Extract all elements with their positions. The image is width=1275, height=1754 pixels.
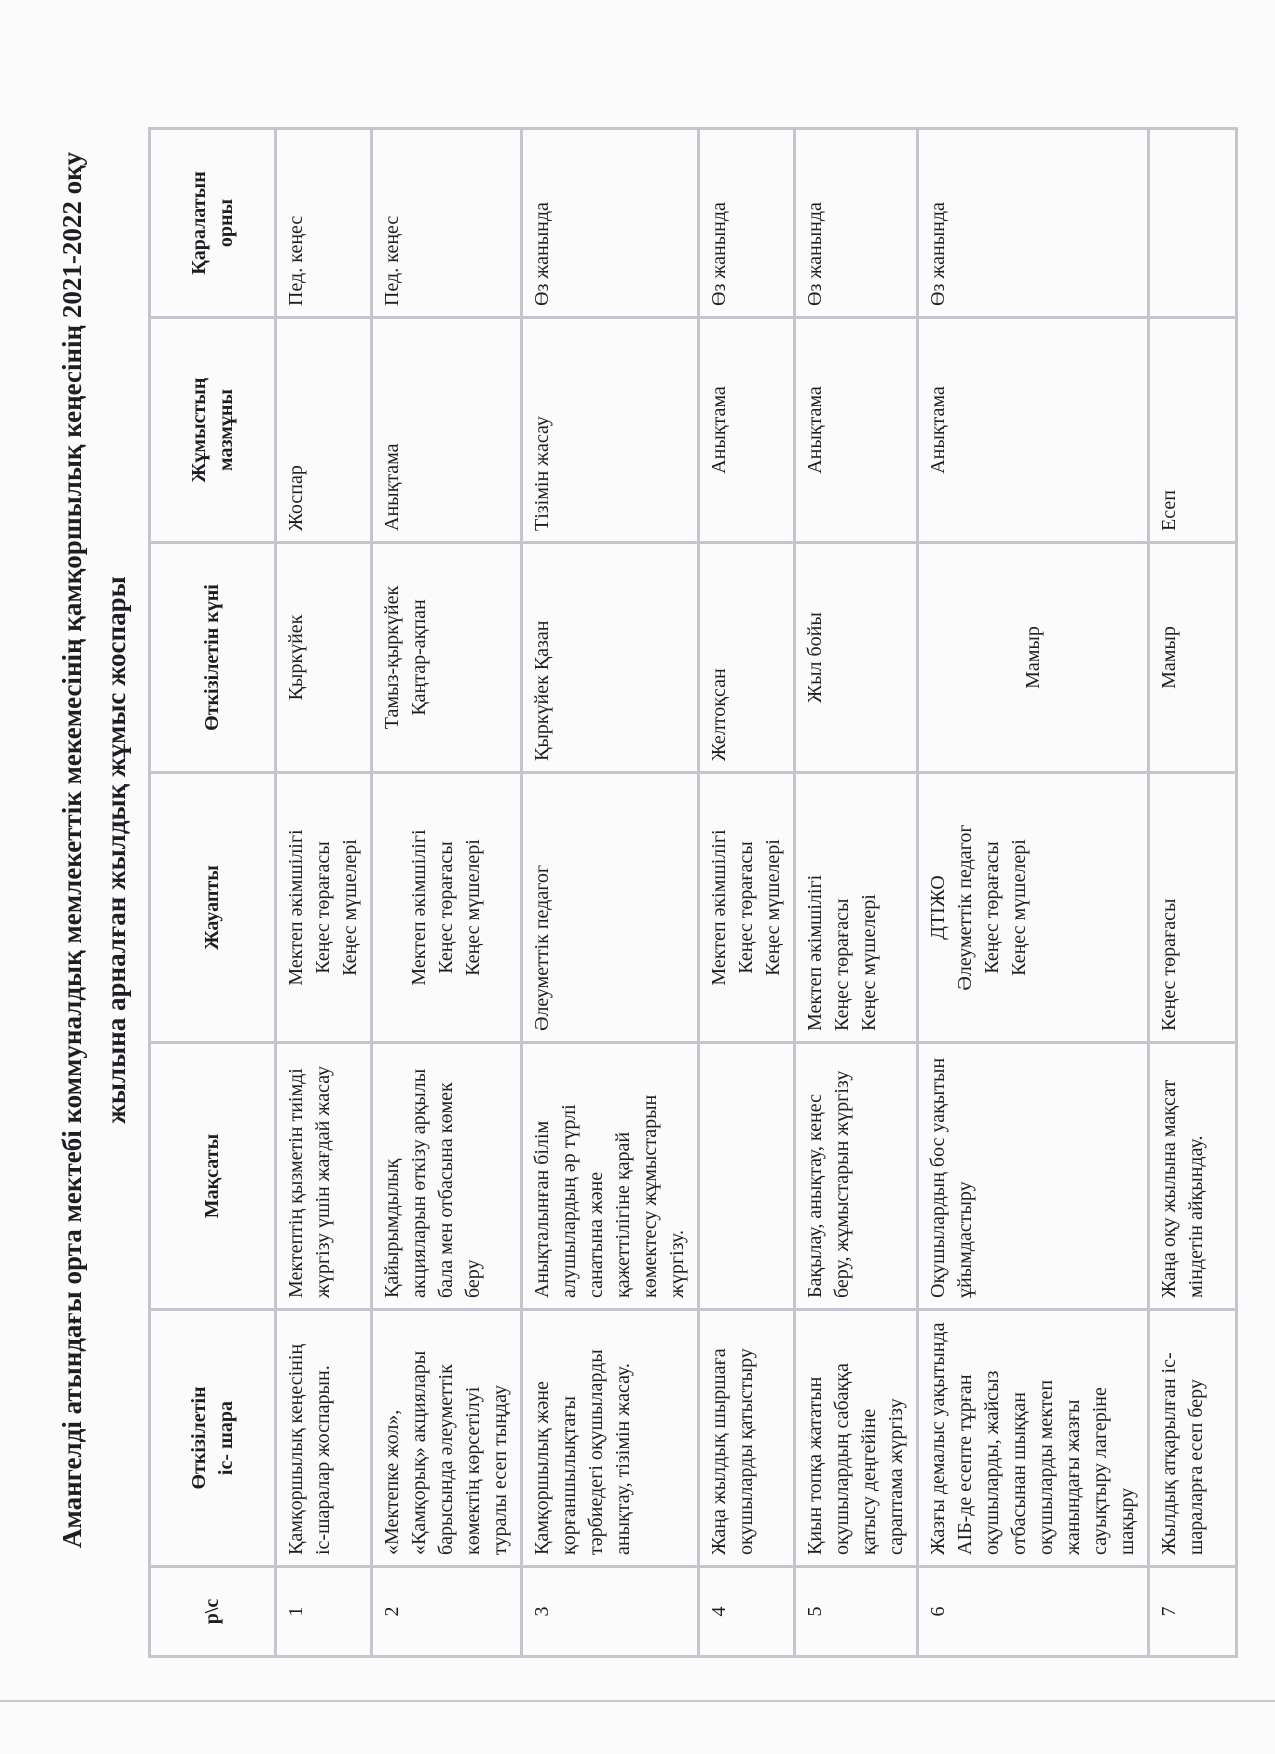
date-cell: Тамыз-қыркүйек Қаңтар-ақпан — [372, 543, 522, 773]
venue-cell — [1149, 129, 1237, 318]
event-cell: Жазғы демалыс уақытында АІБ-де есепте тұрған оқушыларды, жайсыз отбасынан шыққан оқушыларды мектеп жанындағы жазғы сауықтыру лагеріне шақыру — [918, 1310, 1149, 1567]
header-content: Жұмыстың мазмұны — [150, 318, 276, 543]
annual-plan-table — [148, 127, 1238, 1658]
row-number: 1 — [276, 1567, 372, 1657]
venue-cell: Пед. кеңес — [276, 129, 372, 318]
date-cell: Мамыр — [1149, 543, 1237, 773]
title-line-2: жылына арналған жылдық жұмыс жоспары — [101, 576, 131, 1124]
table-row — [699, 129, 795, 1657]
venue-cell: Өз жанында — [918, 129, 1149, 318]
table-row — [276, 129, 372, 1657]
venue-cell: Өз жанында — [522, 129, 699, 318]
responsible-cell: ДТІЖО Әлеуметтік педагог Кеңес төрағасы Кеңес мүшелері — [918, 773, 1149, 1043]
event-cell: Жылдық атқарылған іс-шараларға есеп беру — [1149, 1310, 1237, 1567]
row-number: 7 — [1149, 1567, 1237, 1657]
responsible-cell: Мектеп әкімшілігі Кеңес төрағасы Кеңес мүшелері — [276, 773, 372, 1043]
content-cell: Жоспар — [276, 318, 372, 543]
table-row — [522, 129, 699, 1657]
goal-cell — [699, 1043, 795, 1310]
header-responsible: Жауапты — [150, 773, 276, 1043]
content-cell: Анықтама — [372, 318, 522, 543]
header-date: Өткізілетін күні — [150, 543, 276, 773]
goal-cell: Оқушылардың бос уақытын ұйымдастыру — [918, 1043, 1149, 1310]
content-cell: Анықтама — [795, 318, 918, 543]
row-number: 5 — [795, 1567, 918, 1657]
date-cell: Жыл бойы — [795, 543, 918, 773]
header-venue: Қаралатын орны — [150, 129, 276, 318]
row-number: 6 — [918, 1567, 1149, 1657]
table-row — [918, 129, 1149, 1657]
scan-edge-line — [0, 1700, 1275, 1702]
responsible-cell: Кеңес төрағасы — [1149, 773, 1237, 1043]
header-event: Өткізілетін іс- шара — [150, 1310, 276, 1567]
content-cell: Есеп — [1149, 318, 1237, 543]
venue-cell: Пед. кеңес — [372, 129, 522, 318]
rotated-document-content — [50, 10, 1225, 1690]
title-line-1: Амангелді атындағы орта мектебі коммуналдық мемлекеттік мекемесінің қамқоршылық кеңесінің 2021-2022 оқу — [57, 151, 87, 1549]
table-row — [372, 129, 522, 1657]
content-cell: Тізімін жасау — [522, 318, 699, 543]
event-cell: Қамқоршылық және қорғаншылықтағы тәрбиедегі оқушыларды анықтау, тізімін жасау. — [522, 1310, 699, 1567]
responsible-cell: Мектеп әкімшілігі Кеңес төрағасы Кеңес мүшелері — [372, 773, 522, 1043]
event-cell: «Мектепке жол», «Қамқорық» акциялары барысында әлеуметтік көмектің көрсетілуі туралы есеп тыңдау — [372, 1310, 522, 1567]
goal-cell: Мектептің қызметін тиімді жүргізу үшін жағдай жасау — [276, 1043, 372, 1310]
header-num: р\с — [150, 1567, 276, 1657]
venue-cell: Өз жанында — [699, 129, 795, 318]
table-row — [795, 129, 918, 1657]
goal-cell: Анықталынған білім алушылардың әр түрлі санатына және қажеттілігіне қарай көмектесу жұмыстарын жүргізу. — [522, 1043, 699, 1310]
table-header-row — [150, 129, 276, 1657]
content-cell: Анықтама — [918, 318, 1149, 543]
date-cell: Мамыр — [918, 543, 1149, 773]
goal-cell: Бақылау, анықтау, кеңес беру, жұмыстарын жүргізу — [795, 1043, 918, 1310]
content-cell: Анықтама — [699, 318, 795, 543]
table-row — [1149, 129, 1237, 1657]
row-number: 2 — [372, 1567, 522, 1657]
row-number: 3 — [522, 1567, 699, 1657]
goal-cell: Қайырымдылық акцияларын өткізу арқылы бала мен отбасына көмек беру — [372, 1043, 522, 1310]
event-cell: Қамқоршылық кеңесінің іс-шаралар жоспарын. — [276, 1310, 372, 1567]
date-cell: Қыркүйек — [276, 543, 372, 773]
event-cell: Жаңа жылдық шыршаға оқушыларды қатыстыру — [699, 1310, 795, 1567]
row-number: 4 — [699, 1567, 795, 1657]
responsible-cell: Әлеуметтік педагог — [522, 773, 699, 1043]
responsible-cell: Мектеп әкімшілігі Кеңес төрағасы Кеңес мүшелері — [795, 773, 918, 1043]
responsible-cell: Мектеп әкімшілігі Кеңес төрағасы Кеңес мүшелері — [699, 773, 795, 1043]
document-title — [50, 10, 138, 1690]
venue-cell: Өз жанында — [795, 129, 918, 318]
event-cell: Қиын топқа жататын оқушылардың сабаққа қатысу деңгейіне сараптама жүргізу — [795, 1310, 918, 1567]
date-cell: Қыркүйек Қазан — [522, 543, 699, 773]
goal-cell: Жаңа оқу жылына мақсат міндетін айқындау. — [1149, 1043, 1237, 1310]
date-cell: Желтоқсан — [699, 543, 795, 773]
header-goal: Мақсаты — [150, 1043, 276, 1310]
